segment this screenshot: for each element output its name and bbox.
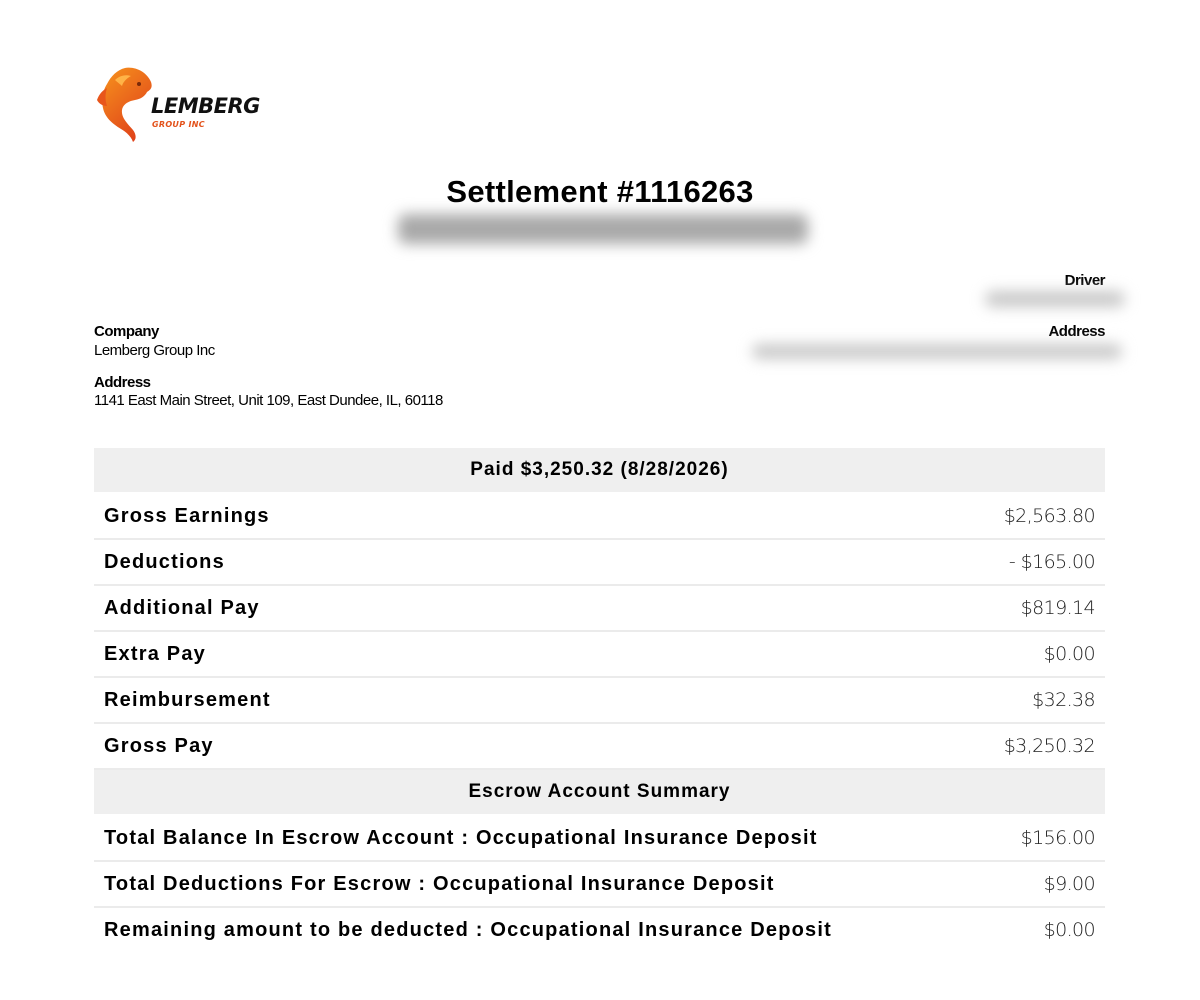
table-row bbox=[94, 678, 1105, 724]
driver-label: Driver bbox=[1064, 272, 1105, 289]
redacted-driver-name bbox=[985, 291, 1125, 307]
row-value: $819.14 bbox=[1020, 597, 1095, 619]
table-row bbox=[94, 540, 1105, 586]
table-row bbox=[94, 632, 1105, 678]
company-address: 1141 East Main Street, Unit 109, East Dundee, IL, 60118 bbox=[94, 392, 443, 409]
row-label: Extra Pay bbox=[104, 642, 206, 665]
row-label: Remaining amount to be deducted : Occupational Insurance Deposit bbox=[104, 918, 832, 941]
row-value: $9.00 bbox=[1043, 873, 1095, 895]
table-row bbox=[94, 494, 1105, 540]
row-label: Total Balance In Escrow Account : Occupational Insurance Deposit bbox=[104, 826, 818, 849]
row-value: $0.00 bbox=[1043, 643, 1095, 665]
table-row bbox=[94, 908, 1105, 952]
lion-head-icon bbox=[95, 66, 157, 144]
row-label: Total Deductions For Escrow : Occupational Insurance Deposit bbox=[104, 872, 775, 895]
paid-header: Paid $3,250.32 (8/28/2026) bbox=[94, 448, 1105, 494]
company-address-label: Address bbox=[94, 374, 151, 391]
row-label: Additional Pay bbox=[104, 596, 260, 619]
row-value: $2,563.80 bbox=[1003, 505, 1095, 527]
row-label: Gross Pay bbox=[104, 734, 214, 757]
row-label: Gross Earnings bbox=[104, 504, 270, 527]
row-value: $156.00 bbox=[1020, 827, 1095, 849]
row-value: - $165.00 bbox=[1008, 551, 1095, 573]
escrow-header: Escrow Account Summary bbox=[94, 770, 1105, 816]
table-row bbox=[94, 724, 1105, 770]
table-row bbox=[94, 862, 1105, 908]
company-label: Company bbox=[94, 323, 159, 340]
settlement-title: Settlement #1116263 bbox=[446, 174, 754, 209]
driver-address-label: Address bbox=[1048, 323, 1105, 340]
settlement-summary-table bbox=[94, 448, 1105, 952]
row-label: Deductions bbox=[104, 550, 225, 573]
company-logo bbox=[95, 66, 285, 146]
logo-subtitle: GROUP INC bbox=[152, 120, 205, 129]
table-row bbox=[94, 586, 1105, 632]
logo-wordmark: LEMBERG bbox=[151, 94, 260, 118]
row-value: $3,250.32 bbox=[1003, 735, 1095, 757]
row-value: $0.00 bbox=[1043, 919, 1095, 941]
row-label: Reimbursement bbox=[104, 688, 271, 711]
company-name: Lemberg Group Inc bbox=[94, 342, 215, 359]
redacted-subtitle bbox=[398, 214, 808, 244]
redacted-driver-address bbox=[752, 344, 1122, 359]
table-row bbox=[94, 816, 1105, 862]
row-value: $32.38 bbox=[1032, 689, 1095, 711]
